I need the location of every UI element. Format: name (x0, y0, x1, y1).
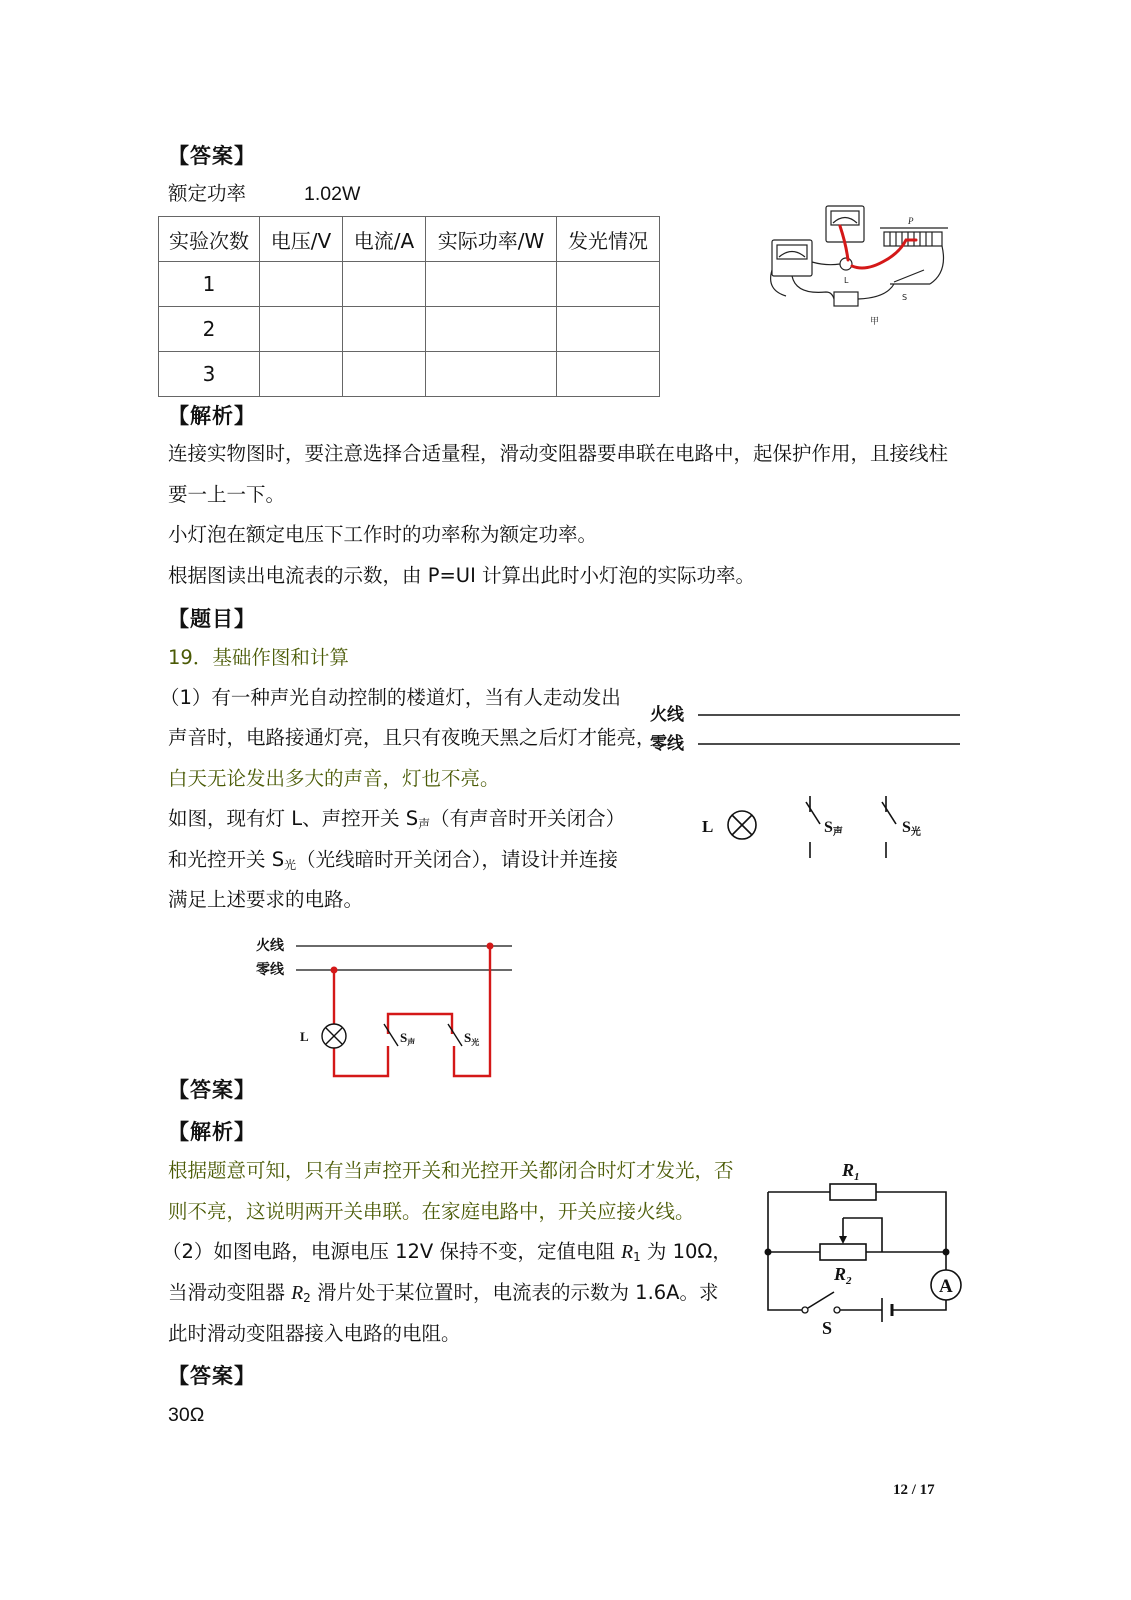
question-text-part: 当滑动变阻器 (168, 1281, 292, 1304)
table-header-cell: 实际功率/W (426, 217, 557, 262)
neutral-wire-label: 零线 (256, 962, 284, 978)
table-header-cell: 发光情况 (557, 217, 660, 262)
analysis-line: 根据图读出电流表的示数，由 P=UI 计算出此时小灯泡的实际功率。 (168, 564, 756, 587)
topic-heading: 【题目】 (168, 607, 256, 631)
ammeter-label: A (939, 1276, 953, 1297)
table-cell (557, 307, 660, 352)
question-text (168, 1279, 719, 1312)
lamp-icon (322, 1024, 346, 1048)
answer-heading: 【答案】 (168, 144, 256, 168)
question-text-part: （光线暗时开关闭合），请设计并连接 (296, 848, 618, 871)
switch-icon (808, 1292, 834, 1308)
figure-label-l: L (844, 276, 849, 285)
lamp-label: L (300, 1029, 309, 1044)
table-cell (260, 307, 343, 352)
circuit-figure (756, 1152, 968, 1340)
junction-dot (331, 967, 338, 974)
junction-dot (943, 1249, 950, 1256)
battery-icon (834, 292, 858, 306)
table-row (159, 352, 660, 397)
table-cell (557, 262, 660, 307)
answer-heading: 【答案】 (168, 1078, 256, 1102)
analysis-heading: 【解析】 (168, 1120, 256, 1144)
lamp-icon (728, 811, 756, 839)
table-header-row (159, 217, 660, 262)
sound-switch-label: S声 (824, 819, 843, 838)
table-cell: 1 (159, 262, 260, 307)
rated-power-label: 额定功率 (168, 182, 247, 205)
table-cell: 3 (159, 352, 260, 397)
light-switch-icon (882, 796, 896, 858)
junction-dot (487, 943, 494, 950)
table-cell (343, 307, 426, 352)
light-switch-icon (448, 1024, 462, 1046)
resistor-r1-icon (830, 1184, 876, 1200)
subscript: 1 (633, 1250, 641, 1264)
question-text (168, 805, 625, 838)
question-text: 声音时，电路接通灯亮，且只有夜晚天黑之后灯才能亮， (168, 726, 656, 749)
switch-icon (894, 270, 924, 282)
light-switch-label: S光 (902, 819, 921, 838)
answer-figure (250, 928, 520, 1088)
question-figure (640, 694, 970, 874)
table-cell: 2 (159, 307, 260, 352)
wiring-figure (766, 200, 956, 330)
question-text: 白天无论发出多大的声音，灯也不亮。 (168, 767, 500, 790)
question-text: 满足上述要求的电路。 (168, 888, 364, 911)
lamp-icon (840, 258, 852, 270)
lamp-label: L (702, 817, 714, 836)
analysis-line: 小灯泡在额定电压下工作时的功率称为额定功率。 (168, 523, 598, 546)
question-text (168, 846, 618, 879)
question-text-part: 和光控开关 S (168, 848, 285, 871)
table-header-cell: 电流/A (343, 217, 426, 262)
question-text-part: 为 10Ω， (640, 1240, 732, 1263)
table-cell (260, 262, 343, 307)
sound-switch-label: $S_声$ (400, 1030, 416, 1047)
table-cell (343, 352, 426, 397)
table-cell (426, 352, 557, 397)
question-title: 19．基础作图和计算 (168, 646, 349, 669)
rheostat-r2-icon (820, 1244, 866, 1260)
question-text-part: （有声音时开关闭合） (430, 807, 626, 830)
question-text (162, 1238, 732, 1271)
junction-dot (765, 1249, 772, 1256)
variable-r1: R (621, 1242, 634, 1263)
question-text-part: 滑片处于某位置时，电流表的示数为 1.6A。求 (310, 1281, 719, 1304)
analysis-line: 根据题意可知，只有当声控开关和光控开关都闭合时灯才发光，否 (168, 1159, 734, 1182)
analysis-line: 连接实物图时，要注意选择合适量程，滑动变阻器要串联在电路中，起保护作用，且接线柱 (168, 442, 949, 465)
subscript: 光 (284, 858, 297, 872)
r1-label: $R_1$ (842, 1160, 860, 1183)
r2-label: $R_2$ (834, 1264, 852, 1287)
analysis-line: 则不亮，这说明两开关串联。在家庭电路中，开关应接火线。 (168, 1200, 695, 1223)
table-cell (343, 262, 426, 307)
figure-label-p: P (908, 216, 914, 226)
question-text-part: 如图，现有灯 L、声控开关 S (168, 807, 419, 830)
question-text: 此时滑动变阻器接入电路的电阻。 (168, 1322, 461, 1345)
table-cell (260, 352, 343, 397)
neutral-wire-label: 零线 (650, 734, 684, 754)
sound-switch-icon (384, 1024, 398, 1046)
table-header-cell: 实验次数 (159, 217, 260, 262)
subscript: 2 (303, 1291, 311, 1305)
light-switch-label: $S_光$ (464, 1030, 480, 1047)
table-cell (426, 262, 557, 307)
live-wire-label: 火线 (650, 705, 684, 725)
rated-power-value: 1.02W (304, 183, 361, 205)
page-number: 12 / 17 (893, 1482, 935, 1498)
table-cell (426, 307, 557, 352)
experiment-table (158, 216, 660, 397)
subscript: 声 (418, 817, 431, 831)
variable-r2: R (291, 1283, 304, 1304)
table-row (159, 307, 660, 352)
switch-label: S (822, 1318, 833, 1338)
analysis-heading: 【解析】 (168, 404, 256, 428)
analysis-line: 要一上一下。 (168, 483, 286, 506)
ammeter-icon (931, 1270, 961, 1300)
figure-label-s: S (902, 293, 908, 302)
answer-value: 30Ω (168, 1404, 205, 1426)
question-text: （1）有一种声光自动控制的楼道灯，当有人走动发出 (160, 686, 621, 709)
table-header-cell: 电压/V (260, 217, 343, 262)
answer-wiring (334, 946, 490, 1076)
sound-switch-icon (806, 796, 820, 858)
table-cell (557, 352, 660, 397)
figure-caption: 甲 (870, 317, 880, 327)
table-row (159, 262, 660, 307)
question-text-part: （2）如图电路，电源电压 12V 保持不变，定值电阻 (162, 1240, 622, 1263)
live-wire-label: 火线 (256, 938, 284, 954)
answer-heading: 【答案】 (168, 1364, 256, 1388)
